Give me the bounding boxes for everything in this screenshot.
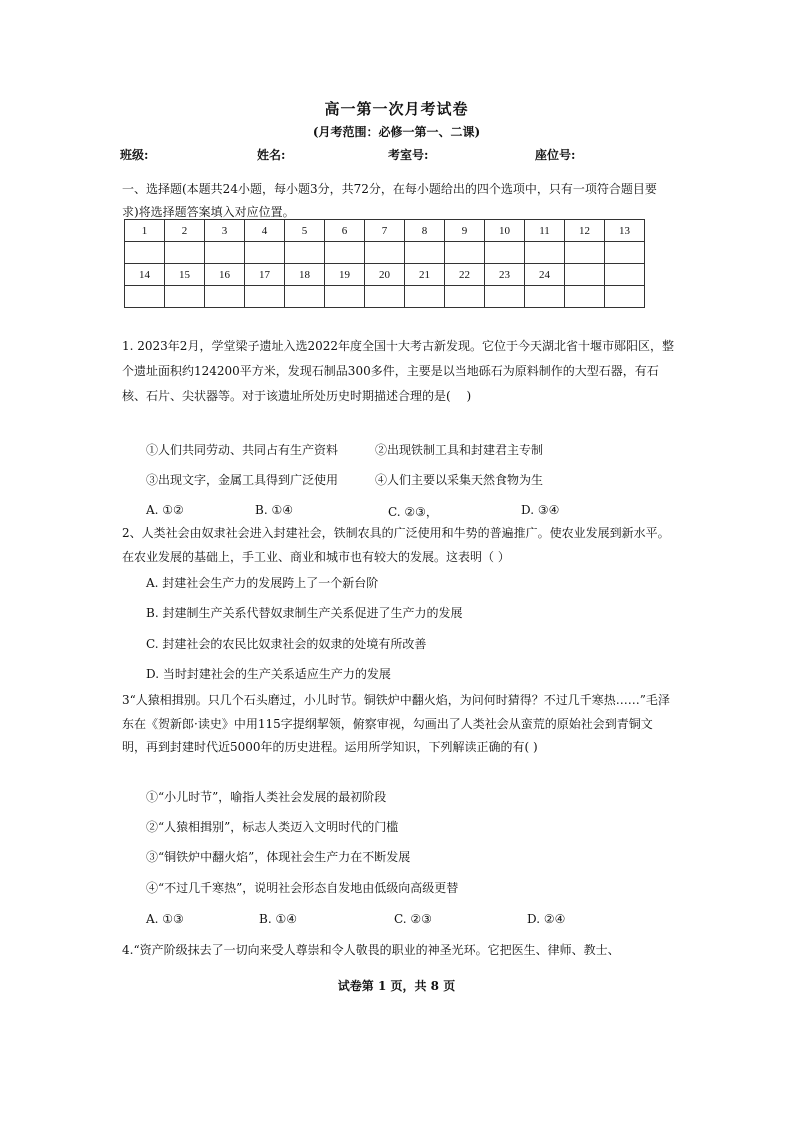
question-2-stem: 2、人类社会由奴隶社会进入封建社会，铁制农具的广泛使用和牛势的普遍推广。使农业发展到新水平。在农业发展的基础上，手工业、商业和城市也有较大的发展。这表明（ ） [122,526,670,564]
grid-number: 23 [485,264,525,286]
answer-cell[interactable] [325,286,365,308]
grid-number: 21 [405,264,445,286]
class-field-label: 班级: [120,148,149,162]
answer-cell[interactable] [125,286,165,308]
grid-number: 9 [445,220,485,242]
answer-cell[interactable] [245,286,285,308]
seat-field-label: 座位号: [535,148,576,162]
answer-cell[interactable] [205,242,245,264]
grid-number: 3 [205,220,245,242]
grid-number: 4 [245,220,285,242]
q1-item-4: ④人们主要以采集天然食物为生 [375,473,544,487]
q1-item-2: ②出现铁制工具和封建君主专制 [375,443,544,457]
answer-cell[interactable] [165,242,205,264]
section-instruction: 一、选择题(本题共24小题，每小题3分，共72分，在每小题给出的四个选项中，只有一项符合题目要求)将选择题答案填入对应位置。 [122,182,657,219]
answer-cell[interactable] [605,242,645,264]
answer-cell[interactable] [325,242,365,264]
answer-cell[interactable] [485,242,525,264]
grid-number: 10 [485,220,525,242]
answer-grid [124,219,645,308]
question-1-stem: 1. 2023年2月，学堂梁子遗址入选2022年度全国十大考古新发现。它位于今天湖北省十堰市郧阳区，整个遗址面积约124200平方米，发现石制品300多件，主要是以当地砾石为原料制作的大型石器，有石核、石片、尖状器等。对于该遗址所处历史时期描述合理的是( ) [122,339,674,403]
q2-choice-a[interactable]: A. 封建社会生产力的发展跨上了一个新台阶 [146,576,379,590]
q3-item-1: ①“小儿时节”，喻指人类社会发展的最初阶段 [146,790,387,804]
page-footer: 试卷第 1 页，共 8 页 [337,979,456,993]
answer-cell[interactable] [565,286,605,308]
q3-choice-b[interactable]: B. ①④ [259,912,297,926]
answer-grid-blank-row-1 [125,242,645,264]
grid-number [565,264,605,286]
grid-number: 6 [325,220,365,242]
grid-number: 7 [365,220,405,242]
q2-choice-b[interactable]: B. 封建制生产关系代替奴隶制生产关系促进了生产力的发展 [146,606,463,620]
q3-choice-c[interactable]: C. ②③ [394,912,432,926]
name-field-label: 姓名: [257,148,286,162]
grid-number: 14 [125,264,165,286]
answer-cell[interactable] [245,242,285,264]
answer-cell[interactable] [365,286,405,308]
q3-item-4: ④“不过几千寒热”，说明社会形态自发地由低级向高级更替 [146,881,459,895]
q1-choice-a[interactable]: A. ①② [146,503,184,517]
exam-scope: (月考范围：必修一第一、二课) [312,125,481,139]
grid-number: 16 [205,264,245,286]
grid-number [605,264,645,286]
answer-cell[interactable] [285,242,325,264]
grid-number: 24 [525,264,565,286]
q3-choice-d[interactable]: D. ②④ [527,912,566,926]
answer-grid-numbers-row-1 [125,220,645,242]
q1-item-3: ③出现文字，金属工具得到广泛使用 [146,473,339,487]
answer-grid-numbers-row-2 [125,264,645,286]
q1-choice-d[interactable]: D. ③④ [521,503,560,517]
grid-number: 19 [325,264,365,286]
grid-number: 12 [565,220,605,242]
answer-cell[interactable] [485,286,525,308]
grid-number: 15 [165,264,205,286]
q1-choice-c[interactable]: C. ②③， [388,505,438,519]
answer-cell[interactable] [525,286,565,308]
q3-item-3: ③“铜铁炉中翻火焰”，体现社会生产力在不断发展 [146,850,411,864]
grid-number: 13 [605,220,645,242]
question-4-stem: 4.“资产阶级抹去了一切向来受人尊崇和令人敬畏的职业的神圣光环。它把医生、律师、教士、 [122,943,620,957]
grid-number: 8 [405,220,445,242]
q1-choice-b[interactable]: B. ①④ [255,503,293,517]
answer-grid-blank-row-2 [125,286,645,308]
grid-number: 2 [165,220,205,242]
q3-choice-a[interactable]: A. ①③ [146,912,184,926]
answer-cell[interactable] [285,286,325,308]
question-3-stem: 3“人猿相揖别。只几个石头磨过，小儿时节。铜铁炉中翻火焰，为问何时猜得？不过几千寒热……”毛泽东在《贺新郎·读史》中用115字提纲挈领，俯察审视，勾画出了人类社会从蛮荒的原始社会到青铜文明，再到封建时代近5000年的历史进程。运用所学知识，下列解读正确的有( ) [122,693,670,754]
grid-number: 18 [285,264,325,286]
answer-cell[interactable] [205,286,245,308]
grid-number: 22 [445,264,485,286]
q2-choice-d[interactable]: D. 当时封建社会的生产关系适应生产力的发展 [146,667,391,681]
answer-cell[interactable] [565,242,605,264]
answer-cell[interactable] [365,242,405,264]
answer-cell[interactable] [405,286,445,308]
q1-item-1: ①人们共同劳动、共同占有生产资料 [146,443,339,457]
answer-cell[interactable] [165,286,205,308]
student-info-row [120,146,680,164]
grid-number: 1 [125,220,165,242]
grid-number: 5 [285,220,325,242]
grid-number: 20 [365,264,405,286]
answer-cell[interactable] [605,286,645,308]
answer-cell[interactable] [445,286,485,308]
answer-cell[interactable] [125,242,165,264]
grid-number: 11 [525,220,565,242]
answer-cell[interactable] [405,242,445,264]
answer-cell[interactable] [525,242,565,264]
room-field-label: 考室号: [388,148,429,162]
answer-cell[interactable] [445,242,485,264]
grid-number: 17 [245,264,285,286]
q3-item-2: ②“人猿相揖别”，标志人类迈入文明时代的门槛 [146,820,399,834]
exam-title: 高一第一次月考试卷 [324,100,469,118]
q2-choice-c[interactable]: C. 封建社会的农民比奴隶社会的奴隶的处境有所改善 [146,637,427,651]
